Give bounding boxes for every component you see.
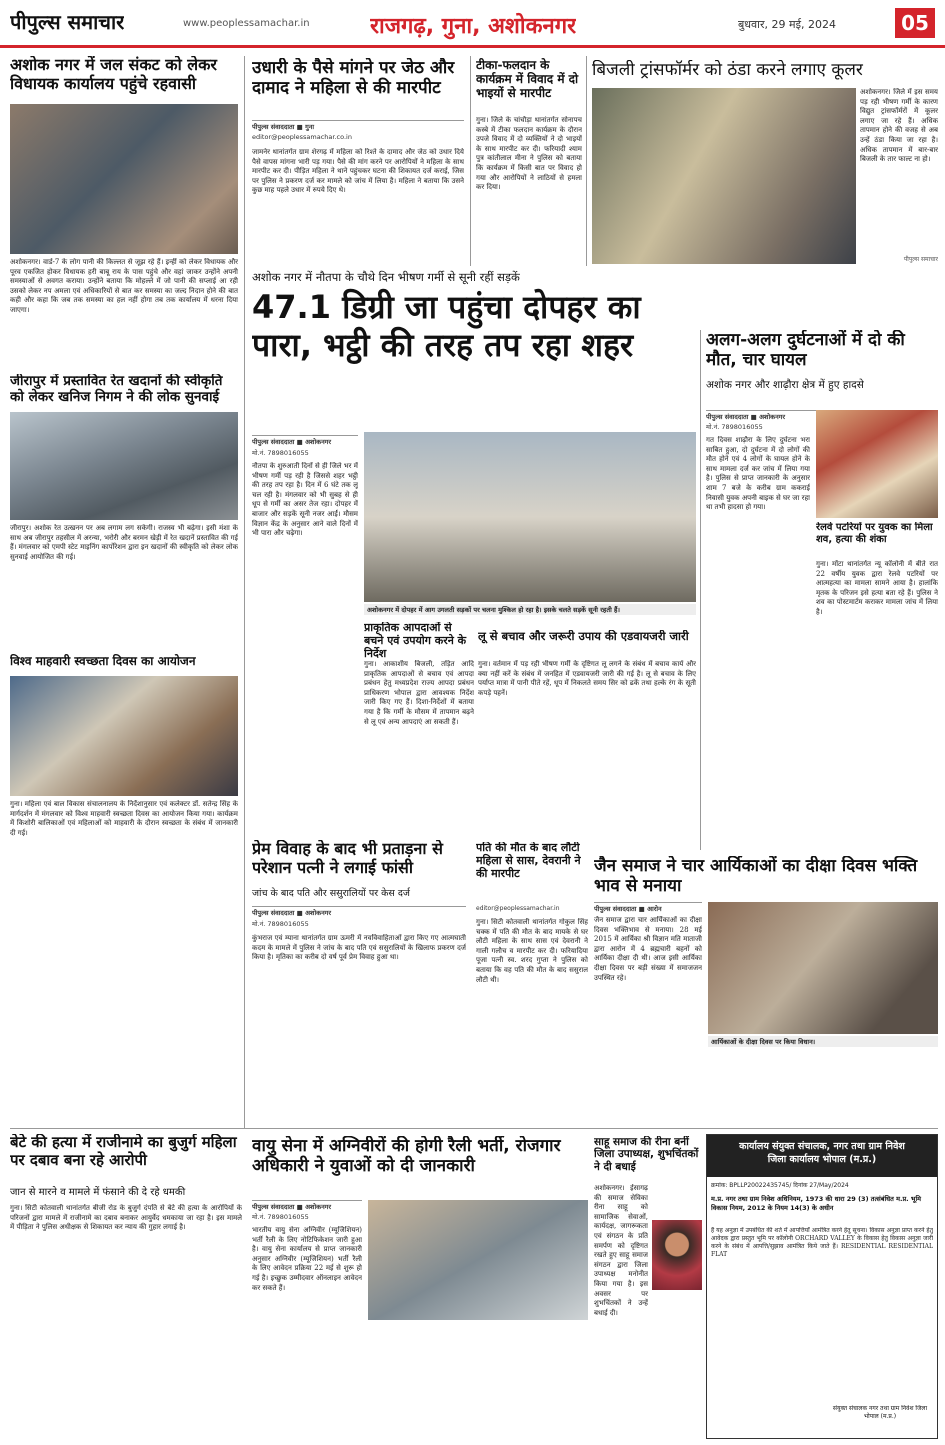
photo-reena-sahu xyxy=(652,1220,702,1290)
article-sahu-samaj: अशोकनगर। ईसागढ़ की समाज सेविका रीना साहू को सामाजिक सेवाओं, कार्यदक्ष, जागरूकता एवं संगठन के प्रति समर्पण को दृष्टिगत रखते हुए साहू समाज संगठन द्वारा जिला उपाध्यक्ष मनोनीत किया गया है। इस अवसर पर शुभचिंतकों ने उन्हें बधाई दी। xyxy=(594,1184,648,1317)
article-airforce-rally: भारतीय वायु सेना अग्निवीर (म्यूजिशियन) भर्ती रैली के लिए नोटिफिकेशन जारी हुआ है। वायु सेना कार्यालय से प्राप्त जानकारी अनुसार अग्निवीर (म्यूजिशियन) भर्ती रैली के लिए आवेदन प्रक्रिया 22 मई से शुरू हो गई है। इच्छुक उम्मीदवार ऑनलाइन आवेदन कर सकते हैं। xyxy=(252,1226,362,1292)
article-water-crisis: अशोकनगर। वार्ड-7 के लोग पानी की किल्लत से जूझ रहे हैं। इन्हीं को लेकर विधायक और पूरव एकजित होकर विधायक हरी बाबू राय के पास पहुंचे और वहां जाकर उन्होंने अपनी समस्याओं से अवगत कराया। उन्होंने बताया कि मोहल्ले में जो पानी की सप्लाई आ रही उसको लेकर नप अमला एवं अधिकारियों से बात कर समस्या का जल्द निदान होने की बात कही और कहा कि जब तक समस्या का हल नहीं होगा तब तक कार्यालय में धरना दिया जाएगा। xyxy=(10,258,238,314)
photo-menstrual-event xyxy=(10,676,238,796)
article-murder-pressure: गुना। सिटी कोतवाली थानांतर्गत बीजी रोड के बुजुर्ग दंपति से बेटे की हत्या के आरोपियों के परिजनों द्वारा मामले में राजीनामे का दबाव बनाकर आयुर्वेद धमकाया जा रहा है। इस मामले में पीड़िता ने पुलिस अधीक्षक से शिकायत कर न्याय की गुहार लगाई है। xyxy=(10,1204,242,1232)
article-disaster-advice: गुना। आकाशीय बिजली, तड़ित आदि प्राकृतिक आपदाओं से बचाव एवं आपदा प्रबंधन हेतु मध्यप्रदेश राज्य आपदा प्रबंधन प्राधिकरण भोपाल द्वारा आवश्यक निर्देश जारी किए गए हैं। दिशा-निर्देशों में बताया गया है कि गर्मी के मौसम में तापमान बढ़ने से लू एवं अन्य आपदाएं आ सकती हैं। xyxy=(364,660,474,726)
headline-sahu-samaj: साहू समाज की रीना बनीं जिला उपाध्यक्ष, शुभचिंतकों ने दी बधाई xyxy=(594,1136,699,1173)
article-menstrual-hygiene: गुना। महिला एवं बाल विकास संचालनालय के निर्देशानुसार एवं कलेक्टर डॉ. सतेन्द्र सिंह के मार्गदर्शन में मंगलवार को विश्व माहवारी स्वच्छता दिवस का आयोजन किया गया। कार्यक्रम में किशोरी बालिकाओं एवं महिलाओं को माहवारी के दौरान स्वच्छता के संबंध में जानकारी दी गई। xyxy=(10,800,238,837)
photo-jain-ceremony xyxy=(708,902,938,1034)
headline-disaster-advice: प्राकृतिक आपदाओं से बचने एवं उपयोग करने के निर्देश xyxy=(364,622,467,660)
notice-office: जिला कार्यालय भोपाल (म.प्र.) xyxy=(767,1154,877,1165)
article-jain-diksha: जैन समाज द्वारा चार आर्यिकाओं का दीक्षा दिवस भक्तिभाव से मनाया। 28 मई 2015 में आर्यिका श्री विज्ञान मति माताजी द्वारा आरोन में 4 ब्रह्मचारी बहनों को आर्यिका दीक्षा दी थी। आज इसी आर्यिका दीक्षा दिवस पर बड़ी संख्या में समाजजन उपस्थित रहे। xyxy=(594,916,702,982)
region-title: राजगढ़, गुना, अशोकनगर xyxy=(370,14,577,39)
article-dowry-suicide: कुंभराज एवं म्याना थानांतर्गत ग्राम ऊमरी में नवविवाहिताओं द्वारा किए गए आत्मघाती कदम के मामले में पुलिस ने जांच के बाद पति एवं ससुरालियों के खिलाफ प्रकरण दर्ज किया है। मृतिका का करीब दो वर्ष पूर्व प्रेम विवाह हुआ था। xyxy=(252,934,466,962)
article-widow-assault: गुना। सिटी कोतवाली थानांतर्गत गोकुल सिंह चक्क में पति की मौत के बाद मायके से घर लौटी महिला के साथ सास एवं देवरानी ने गाली गलौच व मारपीट कर दी। फरियादिया पूजा पत्नी स्व. शरद गुप्ता ने पुलिस को बताया कि वह पति की मौत के बाद ससुराल लौटी थी। xyxy=(476,918,588,984)
headline-tika-dispute: टीका-फलदान के कार्यक्रम में विवाद में दो भाइयों से मारपीट xyxy=(476,58,579,101)
headline-accidents: अलग-अलग दुर्घटनाओं में दो की मौत, चार घायल xyxy=(706,330,905,371)
mob-a11: मो.नं. 7898016055 xyxy=(252,920,309,928)
photo-seminar xyxy=(368,1200,588,1320)
photo-transformer xyxy=(592,88,856,264)
sub-dowry-suicide: जांच के बाद पति और ससुरालियों पर केस दर्ज xyxy=(252,888,410,899)
byline-a13: पीपुल्स संवाददाता ■ आरोन xyxy=(594,902,702,913)
page-number: 05 xyxy=(895,8,935,38)
email-a12[interactable]: editor@peoplessamachar.in xyxy=(476,905,560,912)
article-accidents: गत दिवस शाढ़ौरा के लिए दुर्घटना भरा साबित हुआ, दो दुर्घटना में दो लोगों की मौत होने एवं 4 लोगों के घायल होने के साथ मामला दर्ज कर जांच में लिया गया है। पुलिस से प्राप्त जानकारी के अनुसार शाम 7 बजे के करीब ग्राम ककराई निवासी युवक अपनी बाइक से घर जा रहा था तभी हादसा हो गया। xyxy=(706,436,810,512)
byline-a2: पीपुल्स संवाददाता ■ गुना xyxy=(252,120,464,131)
byline-a15: पीपुल्स संवाददाता ■ अशोकनगर xyxy=(252,1200,362,1211)
headline-dowry-suicide: प्रेम विवाह के बाद भी प्रताड़ना से परेशान पत्नी ने लगाई फांसी xyxy=(252,840,443,877)
headline-transformer-cooler: बिजली ट्रांसफॉर्मर को ठंडा करने लगाए कूलर xyxy=(592,60,863,80)
article-sand-mines: जीरापुर। अशोक रेत उत्खनन पर अब लगाम लग सकेगी। राजस्व भी बढ़ेगा। इसी मंशा के साथ अब जीरापुर तहसील में अरन्या, भरोरी और बरमन खेड़ी में रेत खदानें प्रस्तावित की गई हैं। मंगलवार को एमपी स्टेट माइनिंग कार्पोरेशन द्वारा इन खदानों की स्वीकृति को लेकर लोक सुनवाई आयोजित की गई। xyxy=(10,524,238,561)
sub-accidents: अशोक नगर और शाढ़ौरा क्षेत्र में हुए हादसे xyxy=(706,379,864,391)
article-heatwave: नौतपा के शुरुआती दिनों से ही जिले भर में भीषण गर्मी पड़ रही है जिससे शहर भट्ठी की तरह तप रहा है। दिन में 6 घंटे तक लू चल रही है। मंगलवार को भी सुबह से ही धूप से गर्मी का असर तेज रहा। दोपहर में बाजार और सड़कें सूनी नजर आईं। मौसम विज्ञान केंद्र के अनुसार आने वाले दिनों में भी पारा और चढ़ेगा। xyxy=(252,462,358,538)
article-loan-assault: जामनेर थानांतर्गत ग्राम शेरगढ़ में महिला को रिश्ते के दामाद और जेठ को उधार दिये पैसे वापस मांगना भारी पड़ गया। पैसे की मांग करने पर आरोपियों ने महिला के साथ मारपीट कर दी। पीड़ित महिला ने थाने पहुंचकर घटना की शिकायत दर्ज कराई, जिस पर पुलिस ने प्रकरण दर्ज कर मामले को जांच में लिया है। महिला ने बताया कि उसने कुछ माह पहले उधार में रुपये दिए थे। xyxy=(252,148,464,195)
headline-water-crisis: अशोक नगर में जल संकट को लेकर विधायक कार्यालय पहुंचे रहवासी xyxy=(10,56,217,93)
article-tika-dispute: गुना। जिले के चांचौड़ा थानांतर्गत सोनापच कस्बे में टीका फलदान कार्यक्रम के दौरान उपजे विवाद में दो व्यक्तियों ने दो भाइयों के साथ मारपीट कर दी। फरियादी श्याम पुत्र कांतीलाल मीना ने पुलिस को बताया कि कार्यक्रम में किसी बात पर विवाद हो गया और आरोपियों ने लाठियों से हमला कर दिया। xyxy=(476,116,582,192)
site-url[interactable]: www.peoplessamachar.in xyxy=(183,18,310,29)
credit-a4: पीपुल्स समाचार xyxy=(903,256,938,263)
article-transformer-cooler: अशोकनगर। जिले में इस समय पड़ रही भीषण गर्मी के कारण विद्युत ट्रांसफॉर्मरों में कूलर लगाए जा रहे हैं। अधिक तापमान होने की वजह से अब उन्हें ठंडा किया जा रहा है। अधिक तापमान में बार-बार बिजली के तार फाल्ट ना हो। xyxy=(860,88,938,164)
notice-header xyxy=(707,1135,937,1177)
mob-a6: मो.नं. 7898016055 xyxy=(252,449,309,457)
sub-murder-pressure: जान से मारने व मामले में फंसाने की दे रहे धमकी xyxy=(10,1187,186,1198)
subhead-railway-body: रेलवे पटरियों पर युवक का मिला शव, हत्या की शंका xyxy=(816,522,933,545)
article-railway-body: गुना। मोंटा थानांतर्गत न्यू कॉलोनी में बीते रात 22 वर्षीय युवक द्वारा रेलवे पटरियों पर आत्महत्या का मामला सामने आया है। हालांकि मृतक के परिजन इसे हत्या बता रहे हैं। पुलिस ने शव का पोस्टमार्टम कराकर मामला जांच में लिया है। xyxy=(816,560,938,616)
byline-a6: पीपुल्स संवाददाता ■ अशोकनगर xyxy=(252,435,358,446)
notice-title: कार्यालय संयुक्त संचालक, नगर तथा ग्राम निवेश xyxy=(739,1141,905,1152)
issue-date: बुधवार, 29 मई, 2024 xyxy=(738,18,836,31)
notice-body: हैं यह अनुज्ञा में उपबंधित की शर्त में आपत्तियाँ आमंत्रित करने हेतु सूचना। विकास अनुज्ञा प्राप्त करने हेतु आवेदक द्वारा प्रस्तुत भूमि पर कॉलोनी ORCHARD VALLEY के विकास हेतु विकास अनुज्ञा जारी करने के संबंध में आपत्ति/सुझाव आमंत्रित किये जाते हैं। RESIDENTIAL RESIDENTIAL FLAT xyxy=(711,1227,933,1258)
govt-notice xyxy=(706,1134,938,1439)
headline-menstrual-hygiene: विश्व माहवारी स्वच्छता दिवस का आयोजन xyxy=(10,654,196,668)
photo-empty-streets xyxy=(364,432,696,602)
kicker-heatwave: अशोक नगर में नौतपा के चौथे दिन भीषण गर्मी से सूनी रहीं सड़कें xyxy=(252,270,520,284)
headline-widow-assault: पति की मौत के बाद लौटी महिला से सास, देवरानी ने की मारपीट xyxy=(476,842,581,880)
notice-sign: संयुक्त संचालक नगर तथा ग्राम निवेश जिला भोपाल (म.प्र.) xyxy=(832,1405,928,1420)
byline-a11: पीपुल्स संवाददाता ■ अशोकनगर xyxy=(252,906,466,917)
headline-airforce-rally: वायु सेना में अग्निवीरों की होगी रैली भर्ती, रोजगार अधिकारी ने युवाओं को दी जानकारी xyxy=(252,1136,561,1177)
photo-public-hearing xyxy=(10,412,238,520)
photo-railway-body xyxy=(816,410,938,518)
headline-loan-assault: उधारी के पैसे मांगने पर जेठ और दामाद ने महिला से की मारपीट xyxy=(252,58,455,99)
masthead xyxy=(0,0,945,48)
headline-heatwave: 47.1 डिग्री जा पहुंचा दोपहर का पारा, भट्ठी की तरह तप रहा शहर xyxy=(252,288,641,365)
headline-jain-diksha: जैन समाज ने चार आर्यिकाओं का दीक्षा दिवस भक्ति भाव से मनाया xyxy=(594,856,918,897)
mob-a15: मो.नं. 7898016055 xyxy=(252,1213,309,1221)
mob-a9: मो.नं. 7898016055 xyxy=(706,423,763,431)
brand-logo: पीपुल्स समाचार xyxy=(10,10,125,34)
headline-heat-advisory: लू से बचाव और जरूरी उपाय की एडवायजरी जारी xyxy=(478,630,689,643)
headline-murder-pressure: बेटे की हत्या में राजीनामे का बुजुर्ग महिला पर दबाव बना रहे आरोपी xyxy=(10,1134,237,1169)
article-heat-advisory: गुना। वर्तमान में पड़ रही भीषण गर्मी के दृष्टिगत लू लगने के संबंध में बचाव कार्य और क्या नहीं करें के संबंध में जनहित में एडवायजरी जारी की गई है। लू से बचाव के लिए पर्याप्त मात्रा में पानी पीते रहें, धूप में निकलते समय सिर को ढकें तथा हल्के रंग के सूती कपड़े पहनें। xyxy=(478,660,696,697)
headline-sand-mines: जीरापुर में प्रस्तावित रेत खदानों की स्वीकृति को लेकर खनिज निगम ने की लोक सुनवाई xyxy=(10,374,223,405)
byline-a9: पीपुल्स संवाददाता ■ अशोकनगर xyxy=(706,410,822,421)
caption-jain-ceremony: आर्यिकाओं के दीक्षा दिवस पर किया विधान। xyxy=(708,1036,938,1047)
notice-sub: म.प्र. नगर तथा ग्राम निवेश अधिनियम, 1973 की धारा 29 (3) तत्संबंधित म.प्र. भूमि विकास नियम, 2012 के नियम 14(3) के अधीन xyxy=(711,1195,922,1212)
notice-ref: क्रमांक: BPLLP20022435745/ दिनांक 27/May/2024 xyxy=(711,1182,849,1189)
email-a2[interactable]: editor@peoplessamachar.co.in xyxy=(252,133,352,141)
photo-residents xyxy=(10,104,238,254)
caption-empty-streets: अशोकनगर में दोपहर में आग उगलती सड़कों पर चलना मुश्किल हो रहा है। इसके चलते सड़कें सूनी रहती हैं। xyxy=(364,604,696,615)
